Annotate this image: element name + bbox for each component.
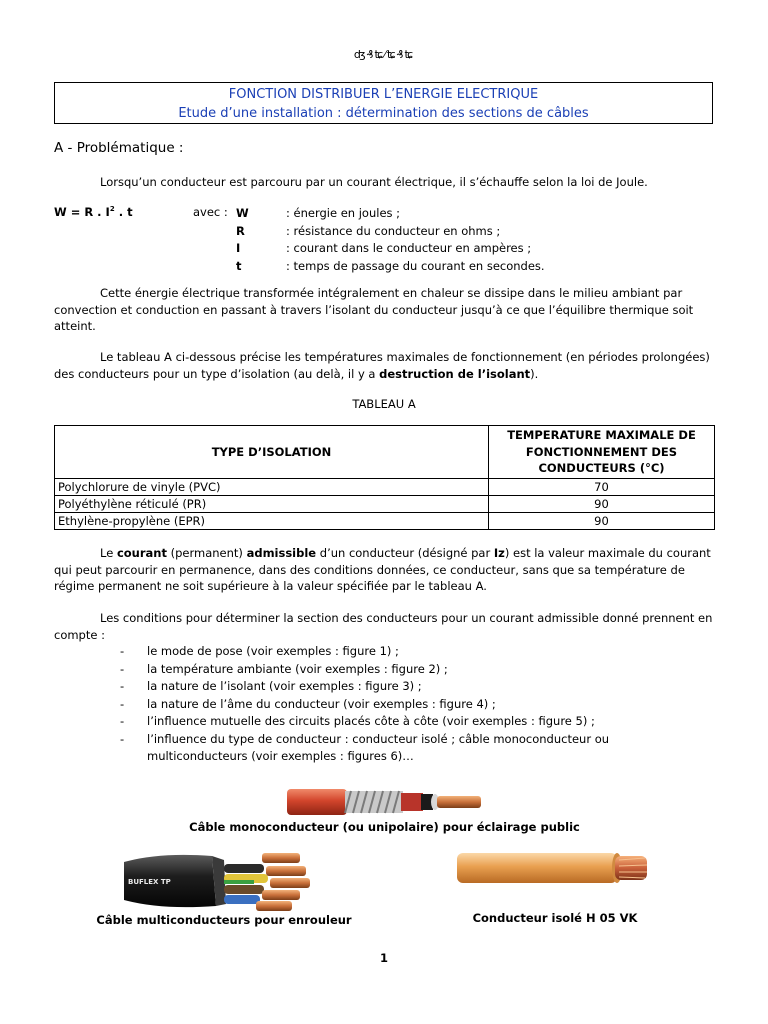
- title-box: [54, 82, 713, 124]
- list-item: - la température ambiante (voir exemples : figure 2) ;: [120, 661, 640, 679]
- tableau-intro-bold: destruction de l’isolant: [379, 366, 531, 381]
- courant-bold-1: courant: [116, 546, 167, 560]
- table-cell-isolation: Ethylène-propylène (EPR): [55, 513, 489, 530]
- formula-suffix: . t: [114, 205, 133, 219]
- table-cell-temperature: 90: [489, 496, 715, 513]
- tableau-a-caption: TABLEAU A: [352, 397, 416, 411]
- list-item: - l’influence mutuelle des circuits placés côte à côte (voir exemples : figure 5) ;: [120, 713, 640, 731]
- joule-formula: [54, 205, 133, 219]
- list-item: - le mode de pose (voir exemples : figure 1) ;: [120, 643, 640, 661]
- multi-cable-caption: Câble multiconducteurs pour enrouleur: [96, 913, 352, 927]
- page-number: 1: [379, 951, 388, 965]
- table-cell-temperature: 90: [489, 513, 715, 530]
- table-row: [55, 513, 715, 530]
- definition-row: [236, 205, 545, 223]
- formula-definitions: [236, 205, 545, 275]
- title-line-2: Etude d’une installation : détermination des sections de câbles: [178, 106, 589, 121]
- formula-exponent: 2: [109, 205, 115, 214]
- definition-symbol: R: [236, 223, 245, 238]
- list-item: - la nature de l’âme du conducteur (voir exemples : figure 4) ;: [120, 696, 640, 714]
- courant-text-2: (permanent): [166, 546, 247, 560]
- courant-text-1: Le: [100, 546, 117, 560]
- definition-symbol: I: [236, 241, 241, 255]
- paragraph-tableau-intro: [54, 349, 715, 382]
- title-line-1: FONCTION DISTRIBUER L’ENERGIE ELECTRIQUE: [228, 87, 539, 102]
- conditions-list: [120, 643, 640, 766]
- multi-cable-brand: BUFLEX TP: [128, 878, 171, 886]
- tableau-intro-text: Le tableau A ci-dessous précise les températures maximales de fonctionnement (en périodes prolongées) des conducteurs pour un type d’isolation (au delà, il y a: [54, 350, 710, 381]
- definition-symbol: t: [236, 258, 242, 273]
- tableau-a-header-row: [55, 426, 715, 479]
- definition-symbol: W: [236, 206, 249, 220]
- table-row: [55, 496, 715, 513]
- header-glyph: ʤ₰ʨ⁄ʨ₰ʨ: [353, 48, 415, 61]
- paragraph-dissipation: Cette énergie électrique transformée intégralement en chaleur se dissipe dans le milieu ambiant par convection et conduction en passant à travers l’isolant du conducteur jusqu’à ce que l’équilibre thermique soit atteint.: [54, 286, 694, 333]
- mono-cable-image: [285, 784, 485, 820]
- formula-prefix: W = R . I: [54, 205, 110, 219]
- isole-cable-image: [455, 850, 655, 886]
- definition-text: : courant dans le conducteur en ampères ;: [286, 241, 532, 255]
- list-item: - la nature de l’isolant (voir exemples : figure 3) ;: [120, 678, 640, 696]
- tableau-intro-end: ).: [530, 366, 539, 381]
- definition-text: : temps de passage du courant en secondes.: [286, 258, 545, 273]
- isole-cable-caption: Conducteur isolé H 05 VK: [472, 911, 638, 925]
- paragraph-courant-admissible: [54, 545, 715, 595]
- tableau-a: [54, 425, 715, 530]
- column-header-type: TYPE D’ISOLATION: [55, 426, 489, 479]
- multi-cable-image: [120, 850, 320, 912]
- mono-cable-caption: Câble monoconducteur (ou unipolaire) pour éclairage public: [189, 820, 580, 834]
- courant-bold-2: admissible: [246, 546, 317, 560]
- list-item: - l’influence du type de conducteur : conducteur isolé ; câble monoconducteur ou multiconducteurs (voir exemples : figures 6)…: [120, 731, 640, 766]
- section-heading-a: A - Problématique :: [54, 140, 184, 156]
- definition-text: : résistance du conducteur en ohms ;: [286, 223, 501, 238]
- table-cell-isolation: Polyéthylène réticulé (PR): [55, 496, 489, 513]
- paragraph-conditions-intro: Les conditions pour déterminer la section des conducteurs pour un courant admissible donné prennent en compte :: [54, 611, 713, 642]
- definition-text: : énergie en joules ;: [286, 206, 401, 220]
- table-row: [55, 479, 715, 496]
- definition-row: [236, 258, 545, 276]
- definition-row: [236, 223, 545, 241]
- formula-avec: avec :: [193, 205, 228, 219]
- courant-bold-3: Iz: [493, 546, 505, 560]
- definition-row: [236, 240, 545, 258]
- table-cell-temperature: 70: [489, 479, 715, 496]
- courant-text-4: ) est la valeur maximale du courant qui peut parcourir en permanence, dans des conditions données, ce conducteur, sans que sa température de régime permanent ne soit supérieure à la valeur spécifiée par le tableau A.: [54, 546, 711, 593]
- paragraph-joule: Lorsqu’un conducteur est parcouru par un courant électrique, il s’échauffe selon la loi de Joule.: [100, 175, 648, 189]
- courant-text-3: d’un conducteur (désigné par: [316, 546, 494, 560]
- table-cell-isolation: Polychlorure de vinyle (PVC): [55, 479, 489, 496]
- column-header-temperature: TEMPERATURE MAXIMALE DE FONCTIONNEMENT DES CONDUCTEURS (°C): [489, 426, 715, 479]
